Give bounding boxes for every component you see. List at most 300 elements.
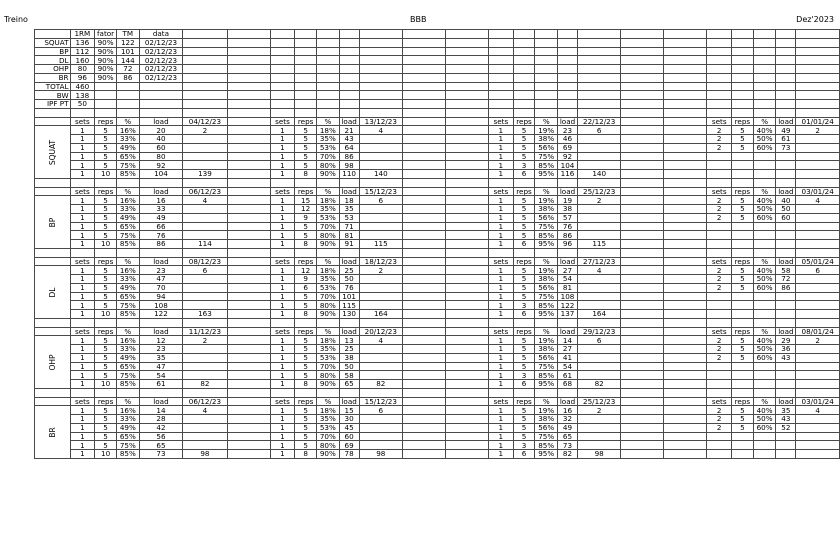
set-sets: 1 (70, 161, 95, 170)
empty-cell (295, 38, 317, 47)
empty-cell (621, 327, 664, 336)
empty-cell (621, 91, 664, 100)
set-sets: 2 (707, 345, 732, 354)
set-reps (732, 170, 754, 179)
week-col-header: sets (489, 327, 514, 336)
set-pct: 56% (535, 423, 558, 432)
set-sets: 1 (70, 310, 95, 319)
set-load: 23 (139, 266, 183, 275)
empty-cell (707, 91, 732, 100)
set-reps: 5 (95, 353, 117, 362)
set-reps: 3 (513, 161, 535, 170)
empty-cell (295, 73, 317, 82)
set-reps: 3 (513, 441, 535, 450)
empty-cell (339, 178, 359, 187)
set-note: 115 (359, 240, 403, 249)
set-pct: 85% (116, 240, 139, 249)
set-reps: 5 (732, 205, 754, 214)
empty-cell (446, 345, 489, 354)
maxes-header: 1RM (70, 30, 95, 39)
set-pct: 50% (753, 135, 776, 144)
week-col-header: sets (489, 117, 514, 126)
empty-cell (339, 73, 359, 82)
week-col-header: reps (295, 117, 317, 126)
empty-cell (513, 73, 535, 82)
set-pct: 95% (535, 310, 558, 319)
set-load: 60 (776, 213, 796, 222)
set-load: 58 (339, 371, 359, 380)
set-reps: 5 (95, 423, 117, 432)
week-date: 08/01/24 (796, 327, 840, 336)
empty-cell (489, 100, 514, 109)
set-sets: 1 (270, 353, 295, 362)
set-sets: 1 (270, 222, 295, 231)
set-note: 2 (183, 126, 227, 135)
empty-cell (732, 65, 754, 74)
empty-cell (183, 318, 227, 327)
set-reps: 5 (732, 283, 754, 292)
empty-cell (446, 135, 489, 144)
set-reps: 5 (95, 161, 117, 170)
week-date: 25/12/23 (577, 397, 621, 406)
sheet-title-center: BBB (410, 15, 427, 24)
empty-cell (227, 108, 270, 117)
empty-cell (403, 73, 446, 82)
set-note: 115 (577, 240, 621, 249)
empty-cell (359, 108, 403, 117)
set-load: 15 (339, 406, 359, 415)
set-reps: 5 (732, 415, 754, 424)
set-pct: 60% (753, 353, 776, 362)
sheet-row (35, 30, 840, 39)
week-date: 15/12/23 (359, 397, 403, 406)
empty-cell (183, 73, 227, 82)
set-load: 14 (139, 406, 183, 415)
empty-cell (183, 108, 227, 117)
maxes-tm: 72 (116, 65, 139, 74)
set-reps: 5 (295, 222, 317, 231)
set-sets: 1 (70, 283, 95, 292)
sheet-row (35, 117, 840, 126)
empty-cell (664, 178, 707, 187)
set-load: 38 (339, 353, 359, 362)
set-pct: 49% (116, 143, 139, 152)
set-reps: 5 (732, 143, 754, 152)
set-reps: 5 (95, 362, 117, 371)
set-note: 2 (796, 126, 840, 135)
set-load: 19 (558, 196, 578, 205)
set-reps: 10 (95, 310, 117, 319)
set-note (183, 231, 227, 240)
set-pct: 65% (116, 432, 139, 441)
empty-cell (621, 292, 664, 301)
set-load: 73 (139, 450, 183, 459)
empty-cell (317, 73, 340, 82)
set-load: 80 (139, 152, 183, 161)
empty-cell (796, 47, 840, 56)
empty-cell (403, 450, 446, 459)
set-note: 82 (577, 380, 621, 389)
empty-cell (295, 248, 317, 257)
empty-cell (707, 47, 732, 56)
set-reps (732, 310, 754, 319)
empty-cell (446, 161, 489, 170)
extra-name: BW (35, 91, 71, 100)
week-col-header: reps (95, 397, 117, 406)
set-reps (732, 371, 754, 380)
week-col-header: % (116, 257, 139, 266)
set-load: 35 (139, 353, 183, 362)
empty-cell (446, 143, 489, 152)
set-sets: 1 (489, 231, 514, 240)
set-note (183, 213, 227, 222)
week-date: 13/12/23 (359, 117, 403, 126)
set-load: 50 (776, 205, 796, 214)
empty-cell (403, 196, 446, 205)
set-reps: 5 (513, 406, 535, 415)
empty-cell (359, 73, 403, 82)
empty-cell (621, 257, 664, 266)
empty-cell (577, 56, 621, 65)
set-load: 53 (339, 213, 359, 222)
empty-cell (558, 65, 578, 74)
set-pct: 38% (535, 345, 558, 354)
set-load: 49 (558, 423, 578, 432)
empty-cell (664, 362, 707, 371)
set-sets: 1 (70, 213, 95, 222)
empty-cell (446, 266, 489, 275)
empty-cell (139, 248, 183, 257)
set-sets: 1 (70, 450, 95, 459)
set-note (183, 362, 227, 371)
maxes-orm: 136 (70, 38, 95, 47)
empty-cell (295, 178, 317, 187)
set-reps (732, 161, 754, 170)
set-sets: 1 (70, 362, 95, 371)
empty-cell (183, 388, 227, 397)
empty-cell (664, 38, 707, 47)
set-load: 73 (776, 143, 796, 152)
empty-cell (227, 380, 270, 389)
week-col-header: sets (70, 327, 95, 336)
set-reps: 5 (95, 143, 117, 152)
sheet-row (35, 345, 840, 354)
empty-cell (227, 126, 270, 135)
sheet-row (35, 248, 840, 257)
empty-cell (558, 248, 578, 257)
empty-cell (139, 318, 183, 327)
set-pct: 49% (116, 283, 139, 292)
set-reps: 5 (513, 231, 535, 240)
set-sets: 1 (70, 170, 95, 179)
set-load (776, 432, 796, 441)
set-pct: 95% (535, 240, 558, 249)
week-col-header: % (535, 327, 558, 336)
empty-cell (535, 56, 558, 65)
set-load: 64 (339, 143, 359, 152)
empty-cell (776, 318, 796, 327)
empty-cell (403, 240, 446, 249)
empty-cell (776, 100, 796, 109)
set-reps: 6 (513, 380, 535, 389)
empty-cell (753, 248, 776, 257)
set-sets: 1 (70, 205, 95, 214)
set-reps: 5 (95, 371, 117, 380)
week-date: 03/01/24 (796, 397, 840, 406)
set-sets: 1 (489, 266, 514, 275)
empty-cell (403, 187, 446, 196)
empty-cell (403, 82, 446, 91)
empty-cell (664, 240, 707, 249)
set-load: 86 (776, 283, 796, 292)
set-sets: 1 (270, 170, 295, 179)
week-col-header: % (116, 327, 139, 336)
week-col-header: reps (513, 117, 535, 126)
empty-cell (707, 65, 732, 74)
empty-cell (796, 388, 840, 397)
set-reps: 10 (95, 170, 117, 179)
set-sets: 1 (270, 196, 295, 205)
empty-cell (183, 30, 227, 39)
empty-cell (664, 126, 707, 135)
empty-cell (621, 205, 664, 214)
empty-cell (621, 135, 664, 144)
empty-cell (403, 283, 446, 292)
set-reps: 5 (513, 345, 535, 354)
set-note (359, 371, 403, 380)
extra-value: 50 (70, 100, 95, 109)
empty-cell (403, 441, 446, 450)
empty-cell (621, 353, 664, 362)
empty-cell (753, 82, 776, 91)
week-date: 05/01/24 (796, 257, 840, 266)
set-reps: 5 (732, 196, 754, 205)
week-col-header: reps (513, 327, 535, 336)
set-pct (753, 292, 776, 301)
set-pct: 53% (317, 143, 340, 152)
set-pct (753, 362, 776, 371)
set-pct: 16% (116, 336, 139, 345)
set-sets: 1 (489, 292, 514, 301)
set-load: 49 (139, 213, 183, 222)
empty-cell (446, 275, 489, 284)
empty-cell (621, 100, 664, 109)
set-pct: 38% (535, 275, 558, 284)
set-load: 104 (558, 161, 578, 170)
empty-cell (513, 100, 535, 109)
empty-cell (35, 257, 71, 266)
empty-cell (664, 406, 707, 415)
week-col-header: sets (70, 257, 95, 266)
empty-cell (664, 257, 707, 266)
empty-cell (317, 248, 340, 257)
set-note: 4 (359, 126, 403, 135)
set-pct: 90% (317, 240, 340, 249)
empty-cell (339, 65, 359, 74)
set-reps (732, 380, 754, 389)
empty-cell (403, 91, 446, 100)
empty-cell (227, 423, 270, 432)
set-sets (707, 161, 732, 170)
empty-cell (403, 266, 446, 275)
empty-cell (446, 310, 489, 319)
set-sets: 2 (707, 353, 732, 362)
set-note (577, 362, 621, 371)
week-col-header: load (339, 397, 359, 406)
week-col-header: load (776, 397, 796, 406)
set-pct: 18% (317, 336, 340, 345)
empty-cell (70, 318, 95, 327)
set-pct: 85% (535, 441, 558, 450)
set-reps: 5 (95, 222, 117, 231)
set-load (776, 441, 796, 450)
empty-cell (227, 327, 270, 336)
empty-cell (577, 178, 621, 187)
set-pct: 50% (753, 345, 776, 354)
set-note (796, 222, 840, 231)
empty-cell (621, 345, 664, 354)
set-load: 35 (339, 205, 359, 214)
empty-cell (70, 388, 95, 397)
empty-cell (707, 38, 732, 47)
empty-cell (664, 152, 707, 161)
empty-cell (621, 47, 664, 56)
set-note (577, 441, 621, 450)
empty-cell (446, 371, 489, 380)
empty-cell (621, 143, 664, 152)
set-note (796, 310, 840, 319)
empty-cell (227, 248, 270, 257)
set-note (577, 205, 621, 214)
set-load: 32 (558, 415, 578, 424)
exercise-name: BP (47, 217, 57, 227)
empty-cell (446, 423, 489, 432)
empty-cell (359, 65, 403, 74)
week-col-header: sets (270, 257, 295, 266)
set-load: 104 (139, 170, 183, 179)
empty-cell (621, 161, 664, 170)
sheet-row (35, 327, 840, 336)
week-col-header: load (558, 397, 578, 406)
set-pct: 16% (116, 266, 139, 275)
set-reps: 10 (95, 380, 117, 389)
set-note (796, 415, 840, 424)
empty-cell (732, 100, 754, 109)
week-col-header: reps (95, 187, 117, 196)
set-pct: 60% (753, 283, 776, 292)
empty-cell (446, 327, 489, 336)
empty-cell (489, 388, 514, 397)
set-pct: 18% (317, 126, 340, 135)
set-note (577, 143, 621, 152)
set-load: 69 (339, 441, 359, 450)
set-load: 43 (339, 135, 359, 144)
week-col-header: load (558, 327, 578, 336)
empty-cell (664, 301, 707, 310)
set-sets: 1 (270, 292, 295, 301)
set-sets (707, 371, 732, 380)
set-sets: 1 (489, 275, 514, 284)
set-reps: 5 (295, 152, 317, 161)
empty-cell (183, 47, 227, 56)
set-load: 122 (139, 310, 183, 319)
empty-cell (753, 178, 776, 187)
set-sets (707, 432, 732, 441)
week-col-header: % (753, 187, 776, 196)
empty-cell (621, 275, 664, 284)
set-pct (753, 450, 776, 459)
week-col-header: reps (295, 327, 317, 336)
set-pct: 35% (317, 135, 340, 144)
set-reps: 5 (95, 345, 117, 354)
empty-cell (664, 56, 707, 65)
empty-cell (753, 47, 776, 56)
maxes-fator: 90% (95, 38, 117, 47)
empty-cell (403, 397, 446, 406)
lift-name: SQUAT (35, 38, 71, 47)
empty-cell (796, 82, 840, 91)
week-col-header: reps (295, 257, 317, 266)
set-reps: 5 (732, 423, 754, 432)
set-pct: 18% (317, 406, 340, 415)
empty-cell (339, 108, 359, 117)
set-pct: 70% (317, 292, 340, 301)
set-note (359, 275, 403, 284)
empty-cell (227, 345, 270, 354)
set-load: 94 (139, 292, 183, 301)
exercise-label (35, 406, 71, 459)
set-sets: 1 (270, 283, 295, 292)
empty-cell (707, 388, 732, 397)
sheet-row (35, 283, 840, 292)
set-load (776, 292, 796, 301)
week-col-header: load (776, 257, 796, 266)
empty-cell (359, 178, 403, 187)
set-load: 65 (139, 441, 183, 450)
set-load: 108 (558, 292, 578, 301)
set-note: 98 (359, 450, 403, 459)
set-reps: 5 (513, 432, 535, 441)
empty-cell (732, 56, 754, 65)
set-reps (732, 222, 754, 231)
empty-cell (227, 353, 270, 362)
empty-cell (707, 56, 732, 65)
week-col-header: % (116, 187, 139, 196)
set-sets: 1 (70, 266, 95, 275)
set-reps: 5 (95, 205, 117, 214)
empty-cell (403, 56, 446, 65)
sheet-row (35, 336, 840, 345)
set-load: 137 (558, 310, 578, 319)
set-sets: 2 (707, 143, 732, 152)
set-note: 98 (183, 450, 227, 459)
set-sets: 1 (70, 415, 95, 424)
set-load: 21 (339, 126, 359, 135)
set-note (183, 292, 227, 301)
empty-cell (577, 91, 621, 100)
empty-cell (664, 231, 707, 240)
set-note (359, 301, 403, 310)
set-reps: 5 (95, 301, 117, 310)
set-reps: 5 (732, 275, 754, 284)
empty-cell (227, 30, 270, 39)
week-col-header: load (139, 397, 183, 406)
set-note (796, 432, 840, 441)
sheet-row (35, 170, 840, 179)
set-sets: 1 (70, 231, 95, 240)
empty-cell (446, 406, 489, 415)
empty-cell (270, 178, 295, 187)
